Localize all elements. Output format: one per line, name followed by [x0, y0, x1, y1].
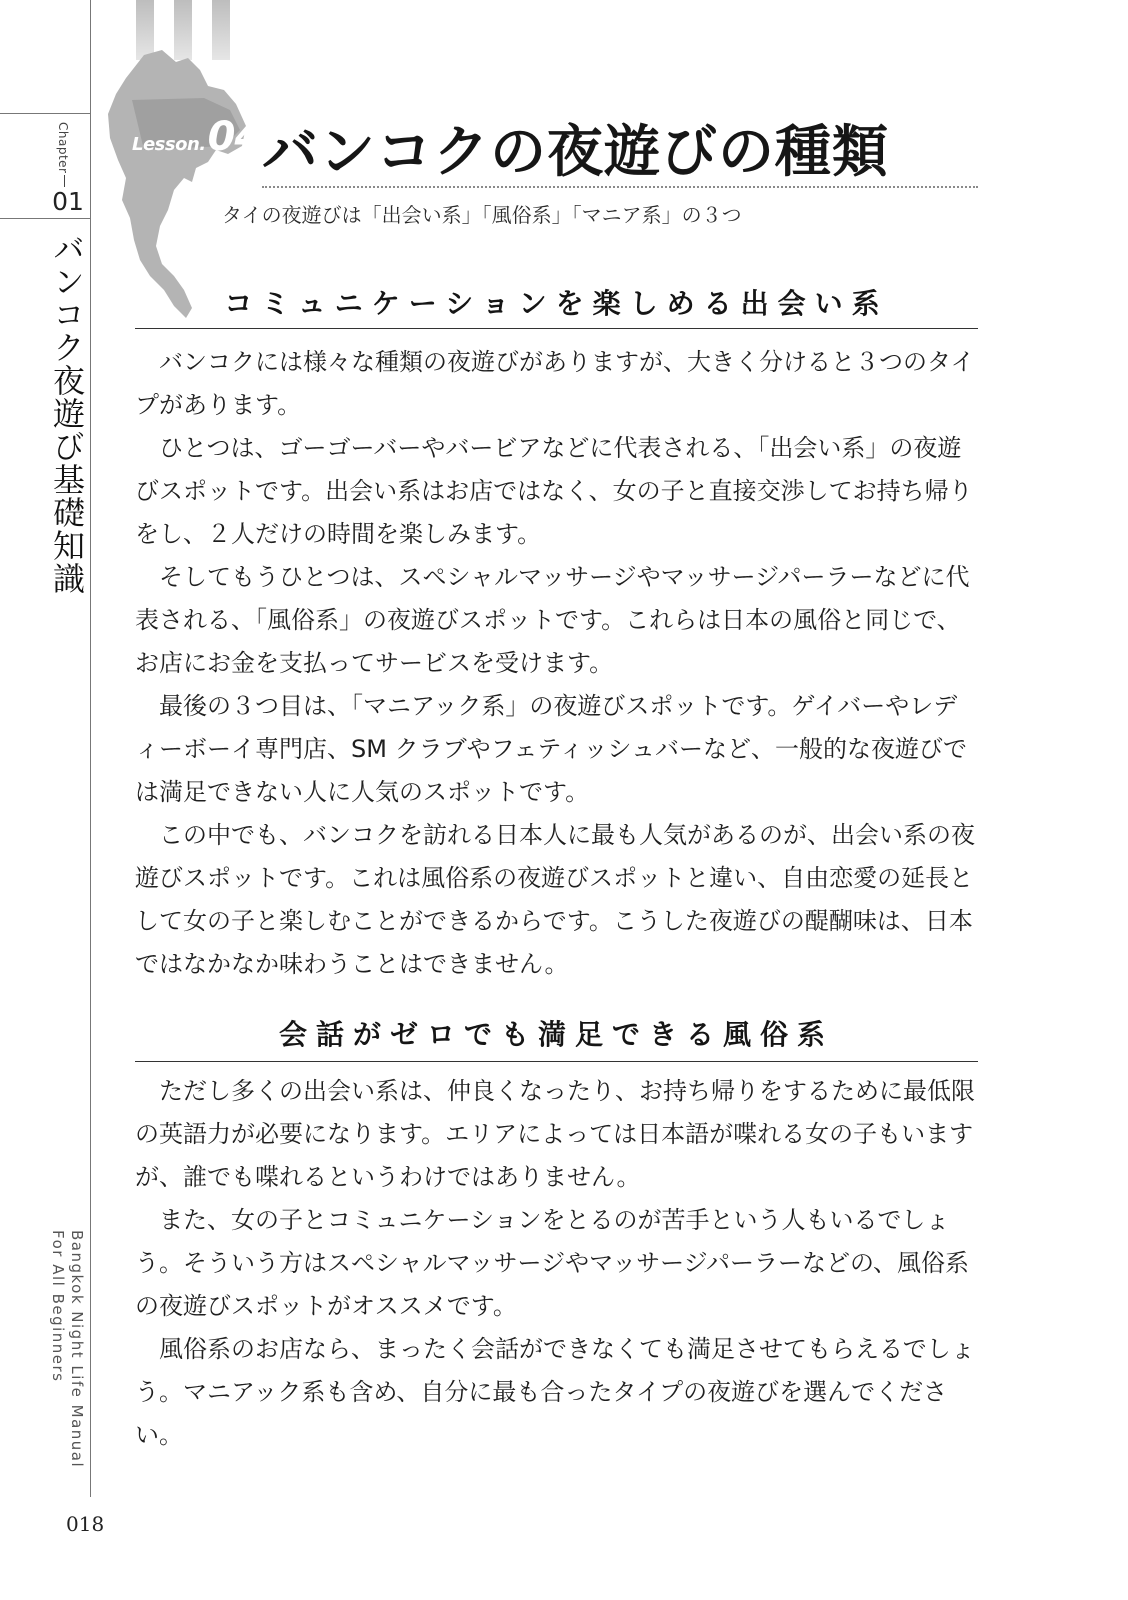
section-rule	[135, 1061, 978, 1062]
paragraph: 最後の３つ目は、「マニアック系」の夜遊びスポットです。ゲイバーやレディーボーイ専門店、SM クラブやフェティッシュバーなど、一般的な夜遊びでは満足できない人に人気のスポットです。	[135, 692, 967, 806]
paragraph: そしてもうひとつは、スペシャルマッサージやマッサージパーラーなどに代表される、「風俗系」の夜遊びスポットです。これらは日本の風俗と同じで、お店にお金を支払ってサービスを受けます。	[135, 563, 970, 677]
book-title-line2: For All Beginners	[49, 1230, 67, 1383]
page-subtitle: タイの夜遊びは「出会い系」「風俗系」「マニア系」の３つ	[222, 203, 742, 227]
paragraph: バンコクには様々な種類の夜遊びがありますが、大きく分けると３つのタイプがあります。	[135, 348, 975, 419]
section-heading: コミュニケーションを楽しめる出会い系	[224, 287, 889, 320]
paragraph: ひとつは、ゴーゴーバーやバービアなどに代表される、「出会い系」の夜遊びスポットです。出会い系はお店ではなく、女の子と直接交渉してお持ち帰りをし、２人だけの時間を楽しみます。	[135, 434, 973, 548]
paragraph: 風俗系のお店なら、まったく会話ができなくても満足させてもらえるでしょう。マニアック系も含め、自分に最も合ったタイプの夜遊びを選んでください。	[135, 1335, 975, 1449]
lesson-word: Lesson.	[132, 134, 206, 155]
page-number: 018	[66, 1512, 105, 1536]
chapter-label: Chapter	[56, 122, 70, 174]
chapter-box-bottom-rule	[0, 218, 91, 219]
section-rule	[135, 328, 978, 329]
paragraph: ただし多くの出会い系は、仲良くなったり、お持ち帰りをするために最低限の英語力が必要になります。エリアによっては日本語が喋れる女の子もいますが、誰でも喋れるというわけではありません。	[135, 1077, 975, 1191]
book-title	[48, 1230, 86, 1492]
section-body	[135, 341, 978, 986]
lesson-badge	[132, 114, 261, 160]
section-heading: 会話がゼロでも満足できる風俗系	[278, 1018, 834, 1051]
section-body	[135, 1070, 978, 1457]
chapter-number: 01	[52, 187, 84, 216]
lesson-number: 04	[207, 114, 262, 160]
title-dotted-rule	[262, 186, 978, 188]
chapter-title: バンコク夜遊び基礎知識	[48, 232, 86, 595]
chapter-tick	[64, 175, 65, 187]
paragraph: また、女の子とコミュニケーションをとるのが苦手という人もいるでしょう。そういう方はスペシャルマッサージやマッサージパーラーなどの、風俗系の夜遊びスポットがオススメです。	[135, 1206, 969, 1320]
margin-rule	[90, 0, 91, 1497]
chapter-box-top-rule	[0, 113, 91, 114]
paragraph: この中でも、バンコクを訪れる日本人に最も人気があるのが、出会い系の夜遊びスポットです。これは風俗系の夜遊びスポットと違い、自由恋愛の延長として女の子と楽しむことができるからです。こうした夜遊びの醍醐味は、日本ではなかなか味わうことはできません。	[135, 821, 975, 978]
page-title: バンコクの夜遊びの種類	[262, 120, 889, 185]
book-title-line1: Bangkok Night Life Manual	[68, 1230, 86, 1469]
